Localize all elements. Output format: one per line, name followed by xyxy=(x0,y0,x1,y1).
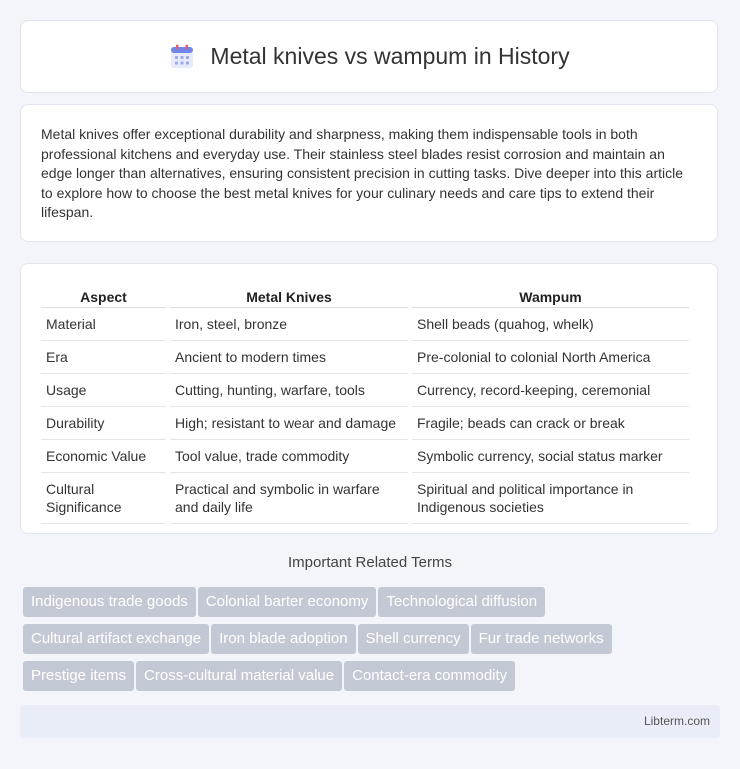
related-terms-list xyxy=(23,587,723,698)
intro-text: Metal knives offer exceptional durability and sharpness, making them indispensable tools in both professional kitchens and everyday use. Their stainless steel blades resist corrosion and maintain an edge longer than alternatives, ensuring consistent precision in cutting tasks. Dive deeper into this article to explore how to choose the best metal knives for your culinary needs and care tips to extend their lifespan. xyxy=(41,126,684,220)
related-term-tag[interactable]: Shell currency xyxy=(358,624,469,654)
header-wampum: Wampum xyxy=(412,284,689,308)
table-cell: Era xyxy=(41,341,166,374)
comparison-table xyxy=(37,284,693,524)
related-term-tag[interactable]: Iron blade adoption xyxy=(211,624,355,654)
table-cell: Cultural Significance xyxy=(41,473,166,524)
table-cell: Shell beads (quahog, whelk) xyxy=(412,308,689,341)
related-terms-title: Important Related Terms xyxy=(288,554,452,571)
table-cell: Cutting, hunting, warfare, tools xyxy=(170,374,408,407)
related-term-tag[interactable]: Prestige items xyxy=(23,661,134,691)
table-row xyxy=(41,473,689,524)
related-term-tag[interactable]: Indigenous trade goods xyxy=(23,587,196,617)
table-cell: Symbolic currency, social status marker xyxy=(412,440,689,473)
header-aspect: Aspect xyxy=(41,284,166,308)
table-row xyxy=(41,440,689,473)
header-metal-knives: Metal Knives xyxy=(170,284,408,308)
page-title: Metal knives vs wampum in History xyxy=(210,43,570,69)
table-cell: Fragile; beads can crack or break xyxy=(412,407,689,440)
table-cell: Currency, record-keeping, ceremonial xyxy=(412,374,689,407)
table-row xyxy=(41,341,689,374)
table-cell: Economic Value xyxy=(41,440,166,473)
table-header-row xyxy=(41,284,689,308)
table-row xyxy=(41,407,689,440)
table-cell: Ancient to modern times xyxy=(170,341,408,374)
table-cell: Material xyxy=(41,308,166,341)
related-term-tag[interactable]: Cross-cultural material value xyxy=(136,661,342,691)
table-cell: High; resistant to wear and damage xyxy=(170,407,408,440)
related-term-tag[interactable]: Colonial barter economy xyxy=(198,587,377,617)
intro-card xyxy=(20,104,718,242)
table-cell: Tool value, trade commodity xyxy=(170,440,408,473)
related-term-tag[interactable]: Contact-era commodity xyxy=(344,661,515,691)
comparison-card xyxy=(20,263,718,534)
calendar-grid-icon xyxy=(168,43,196,71)
related-term-tag[interactable]: Cultural artifact exchange xyxy=(23,624,209,654)
table-cell: Practical and symbolic in warfare and daily life xyxy=(170,473,408,524)
footer xyxy=(20,705,720,738)
table-cell: Iron, steel, bronze xyxy=(170,308,408,341)
table-cell: Durability xyxy=(41,407,166,440)
table-row xyxy=(41,308,689,341)
table-cell: Usage xyxy=(41,374,166,407)
related-term-tag[interactable]: Fur trade networks xyxy=(471,624,612,654)
footer-site-link[interactable]: Libterm.com xyxy=(643,714,710,728)
table-cell: Pre-colonial to colonial North America xyxy=(412,341,689,374)
related-term-tag[interactable]: Technological diffusion xyxy=(378,587,545,617)
table-row xyxy=(41,374,689,407)
table-cell: Spiritual and political importance in Indigenous societies xyxy=(412,473,689,524)
header-card xyxy=(20,20,718,93)
